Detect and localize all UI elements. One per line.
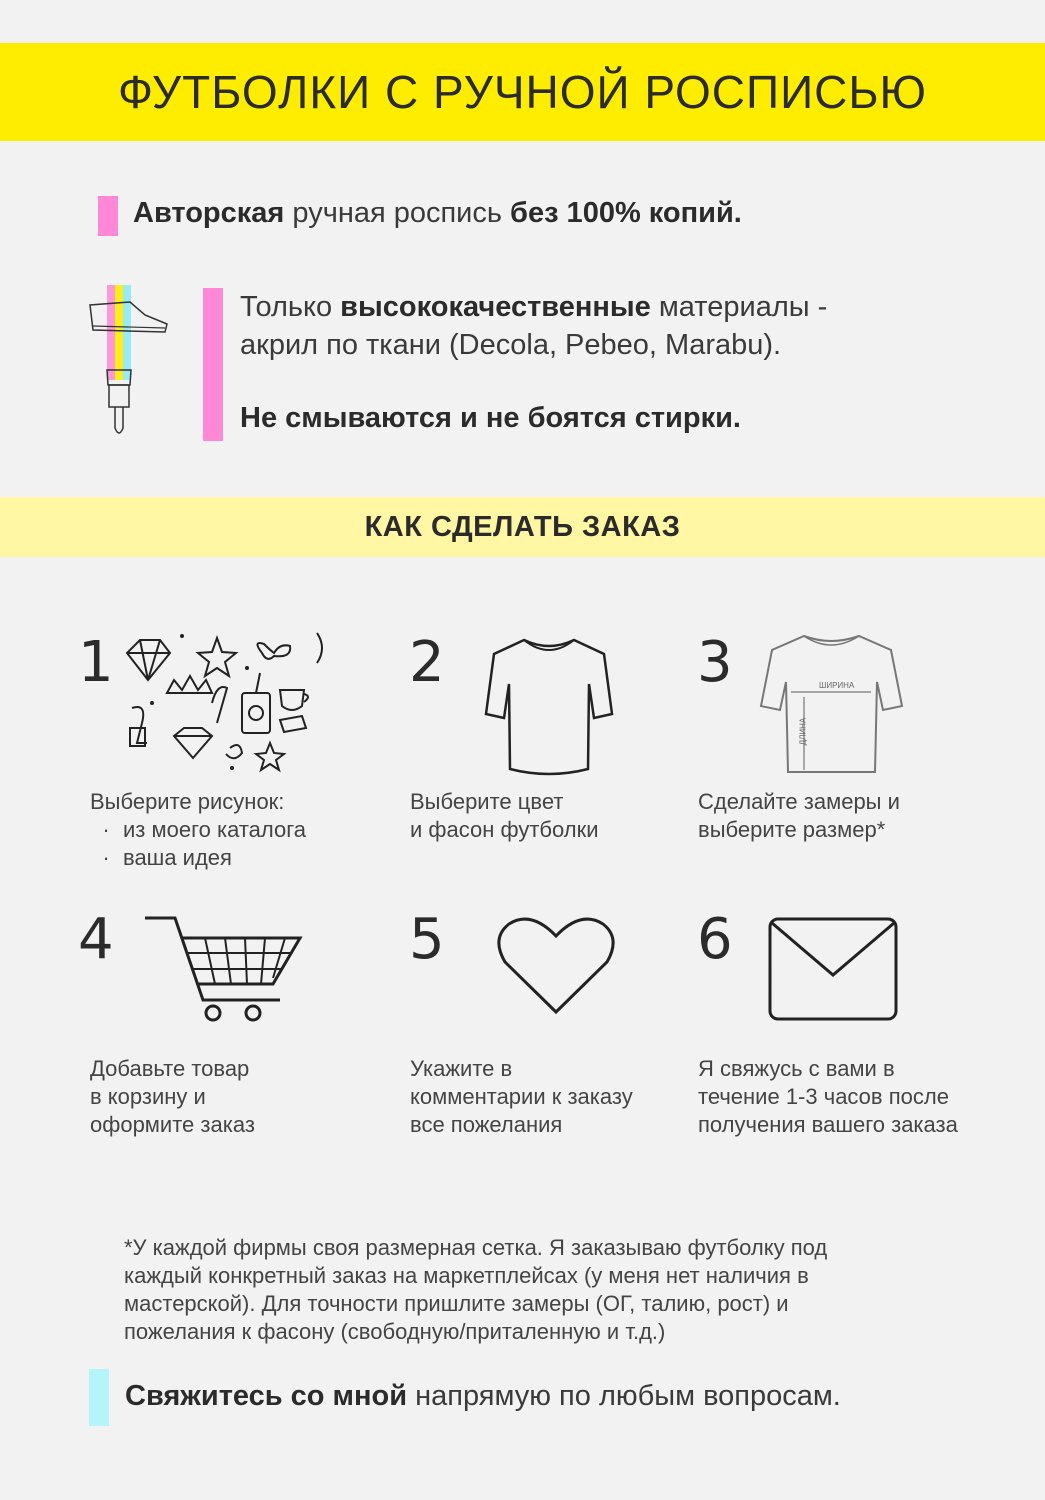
footnote-line-4: пожелания к фасону (свободную/приталенную и т.д.) <box>124 1319 666 1344</box>
footnote-line-1: *У каждой фирмы своя размерная сетка. Я заказываю футболку под <box>124 1235 828 1260</box>
shopping-cart-icon <box>145 914 305 1024</box>
pink-marker-2 <box>203 288 223 441</box>
intro-line-4: Не смываются и не боятся стирки. <box>240 402 741 434</box>
step-2-text-2: и фасон футболки <box>410 817 599 842</box>
header-banner <box>0 43 1045 141</box>
envelope-icon <box>768 917 898 1021</box>
step-5-number: 5 <box>409 907 445 972</box>
sneaker-brush-illustration <box>85 280 175 440</box>
width-label: ШИРИНА <box>819 681 855 690</box>
footnote-line-3: мастерской). Для точности пришлите замеры (ОГ, талию, рост) и <box>124 1291 789 1316</box>
step-1-text: Выберите рисунок: <box>90 789 285 814</box>
step-3-text-2: выберите размер* <box>698 817 886 842</box>
step-4-text-3: оформите заказ <box>90 1112 255 1137</box>
heart-icon <box>497 914 615 1016</box>
intro-line-2: Только высококачественные материалы - <box>240 291 828 323</box>
step-1-number: 1 <box>78 630 114 695</box>
intro-line-3: акрил по ткани (Decola, Pebeo, Marabu). <box>240 329 782 361</box>
length-label: ДЛИНА <box>798 717 808 746</box>
step-6-text-1: Я свяжусь с вами в <box>698 1056 895 1081</box>
step-5-text-1: Укажите в <box>410 1056 513 1081</box>
step-1-bullet-1: · из моего каталога <box>89 816 306 844</box>
step-6-number: 6 <box>697 907 733 972</box>
step-2-text-1: Выберите цвет <box>410 789 564 814</box>
step-5-text-2: комментарии к заказу <box>410 1084 633 1109</box>
step-1-bullet-2: · ваша идея <box>89 844 232 872</box>
tshirt-icon <box>484 634 614 779</box>
cyan-marker <box>89 1369 109 1426</box>
page-title: ФУТБОЛКИ С РУЧНОЙ РОСПИСЬЮ <box>117 66 928 118</box>
step-2-number: 2 <box>409 630 445 695</box>
step-4-text-1: Добавьте товар <box>90 1056 250 1081</box>
step-3-text-1: Сделайте замеры и <box>698 789 900 814</box>
step-6-text-2: течение 1-3 часов после <box>698 1084 949 1109</box>
measure-tshirt-icon <box>759 632 904 777</box>
intro-line-1: Авторская ручная роспись без 100% копий. <box>133 197 742 229</box>
contact-line: Свяжитесь со мной напрямую по любым вопросам. <box>125 1380 841 1412</box>
step-6-text-3: получения вашего заказа <box>698 1112 958 1137</box>
pink-marker-1 <box>98 196 118 236</box>
section-title: КАК СДЕЛАТЬ ЗАКАЗ <box>364 510 681 543</box>
footnote-line-2: каждый конкретный заказ на маркетплейсах (у меня нет наличия в <box>124 1263 809 1288</box>
step-3-number: 3 <box>697 630 733 695</box>
how-to-order-banner <box>0 497 1045 557</box>
step-5-text-3: все пожелания <box>410 1112 563 1137</box>
step-4-number: 4 <box>78 907 114 972</box>
doodles-icon <box>122 628 327 773</box>
step-4-text-2: в корзину и <box>90 1084 206 1109</box>
